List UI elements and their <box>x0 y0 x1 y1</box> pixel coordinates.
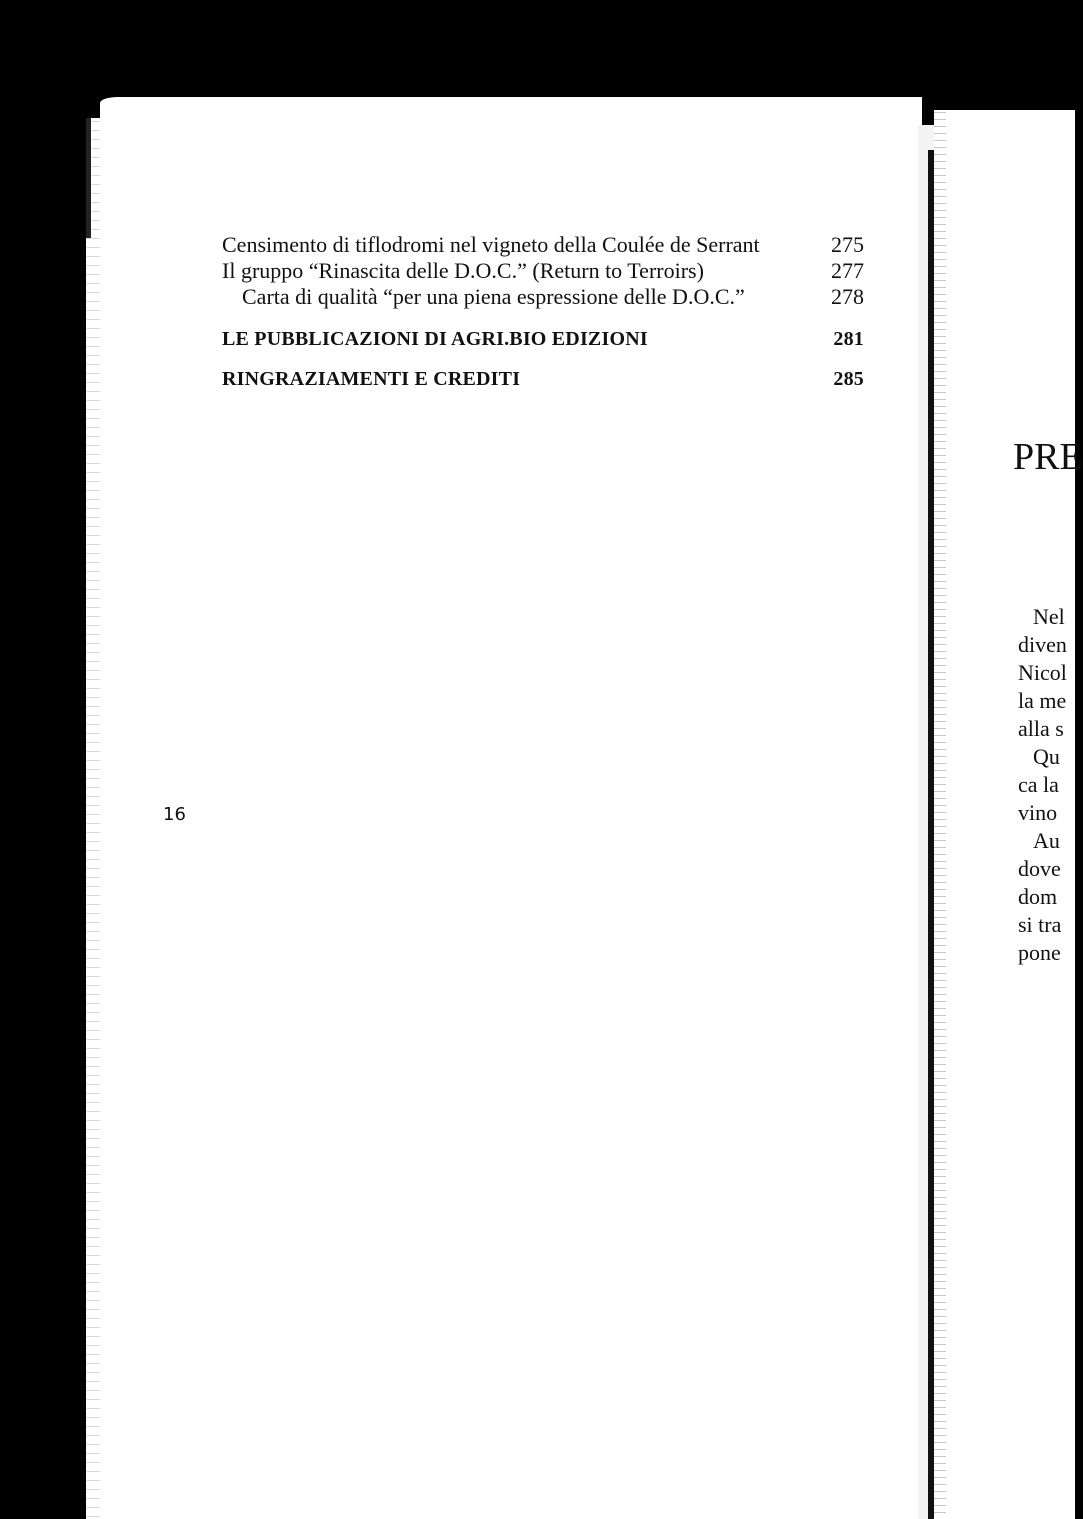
right-page-heading: PRE <box>1013 436 1083 478</box>
toc-section <box>222 362 872 396</box>
toc-entry-page: 275 <box>831 232 864 257</box>
body-line: pone <box>1018 940 1061 965</box>
body-line: Nicol <box>1018 660 1067 685</box>
body-line: alla s <box>1018 716 1064 741</box>
right-page-body <box>1018 603 1067 967</box>
body-line: si tra <box>1018 912 1062 937</box>
toc-entry-page: 277 <box>831 258 864 283</box>
body-line: dove <box>1018 856 1061 881</box>
toc-section-title: RINGRAZIAMENTI E CREDITI <box>222 368 521 390</box>
toc-entry <box>222 232 872 258</box>
toc-section <box>222 322 872 356</box>
body-line: Au <box>1033 828 1060 853</box>
toc-entry-page: 278 <box>831 284 864 309</box>
left-edge-shadow <box>86 118 91 238</box>
right-page-edge <box>934 110 946 1519</box>
toc-section-page: 285 <box>833 368 864 390</box>
body-line: Nel <box>1033 604 1065 629</box>
body-line: diven <box>1018 632 1067 657</box>
body-line: vino <box>1018 800 1058 825</box>
table-of-contents <box>222 232 872 396</box>
page-number: 16 <box>163 804 186 825</box>
toc-entry-title: Censimento di tiflodromi nel vigneto della Coulée de Serrant <box>222 232 760 257</box>
toc-entry-title: Carta di qualità “per una piena espressione delle D.O.C.” <box>242 284 745 309</box>
body-line: Qu <box>1033 744 1060 769</box>
toc-section-title: LE PUBBLICAZIONI DI AGRI.BIO EDIZIONI <box>222 328 648 350</box>
body-line: la me <box>1018 688 1067 713</box>
gutter-shadow <box>928 150 934 1519</box>
toc-entry <box>222 258 872 284</box>
body-line: dom <box>1018 884 1058 909</box>
toc-entry-title: Il gruppo “Rinascita delle D.O.C.” (Return to Terroirs) <box>222 258 704 283</box>
toc-subentry <box>222 284 872 310</box>
body-line: ca la <box>1018 772 1059 797</box>
toc-section-page: 281 <box>833 328 864 350</box>
